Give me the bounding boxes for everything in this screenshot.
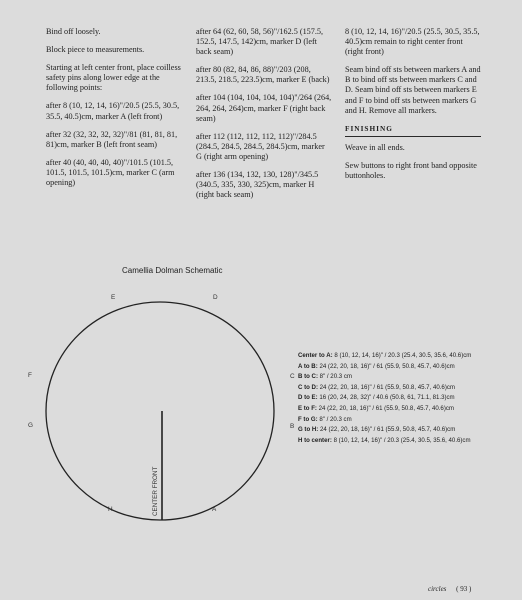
legend-key: H to center:: [298, 436, 332, 444]
legend-value: 24 (22, 20, 18, 16)" / 61 (55.9, 50.8, 45.7, 40.6)cm: [320, 426, 456, 434]
legend-key: C to D:: [298, 383, 318, 391]
legend-value: 8 (10, 12, 14, 16)" / 20.3 (25.4, 30.5, 35.6, 40.6)cm: [334, 352, 472, 359]
paragraph: after 136 (134, 132, 130, 128)"/345.5 (340.5, 335, 330, 325)cm, marker H (right back seam): [196, 170, 319, 200]
marker-a: A: [212, 506, 217, 513]
legend-value: 8 (10, 12, 14, 16)" / 20.3 (25.4, 30.5, 35.6, 40.6)cm: [333, 436, 471, 444]
legend-row: [298, 372, 471, 383]
marker-b: B: [290, 423, 295, 430]
paragraph: Bind off loosely.: [46, 27, 101, 36]
legend-key: G to H:: [298, 426, 319, 434]
center-front-label: CENTER FRONT: [152, 466, 159, 516]
legend-key: F to G:: [298, 415, 318, 423]
legend-row: [298, 415, 471, 426]
legend-value: 24 (22, 20, 18, 16)" / 61 (55.9, 50.8, 45.7, 40.6)cm: [318, 404, 454, 412]
marker-c: C: [290, 373, 295, 380]
paragraph: Seam bind off sts between markers A and B to bind off sts between markers C and D. Seam bind off sts between markers E and F to bind off sts between markers G and H. Remove all markers.: [345, 65, 481, 115]
legend-value: 16 (20, 24, 28, 32)" / 40.6 (50.8, 61, 71.1, 81.3)cm: [319, 394, 455, 402]
brand-logo: circles: [428, 585, 447, 593]
paragraph: after 64 (62, 60, 58, 56)"/162.5 (157.5, 152.5, 147.5, 142)cm, marker D (left back seam): [196, 27, 324, 57]
legend-value: 8" / 20.3 cm: [319, 415, 352, 423]
legend-row: [298, 436, 471, 447]
finishing-heading: FINISHING: [345, 124, 481, 137]
schematic-circle: [46, 302, 274, 520]
legend-row: [298, 362, 471, 373]
legend-row: [298, 393, 471, 404]
legend-value: 24 (22, 20, 18, 16)" / 61 (55.9, 50.8, 45.7, 40.6)cm: [319, 383, 455, 391]
marker-g: G: [28, 422, 33, 429]
legend-value: 8" / 20.3 cm: [319, 373, 352, 381]
paragraph: after 32 (32, 32, 32, 32)"/81 (81, 81, 81, 81)cm, marker B (left front seam): [46, 129, 178, 149]
page-footer: [428, 585, 471, 593]
paragraph: Weave in all ends.: [345, 142, 405, 152]
legend-key: E to F:: [298, 404, 317, 412]
legend-key: D to E:: [298, 394, 318, 402]
measurements-legend: [298, 351, 471, 446]
legend-row: [298, 425, 471, 436]
paragraph: Block piece to measurements.: [46, 45, 145, 55]
legend-key: B to C:: [298, 373, 318, 381]
marker-d: D: [213, 294, 218, 301]
marker-e: E: [111, 294, 116, 301]
paragraph: Sew buttons to right front band opposite buttonholes.: [345, 160, 477, 181]
paragraph: after 104 (104, 104, 104, 104)"/264 (264, 264, 264, 264)cm, marker F (right back seam): [196, 93, 332, 123]
legend-row: [298, 404, 471, 415]
legend-key: Center to A:: [298, 352, 333, 359]
paragraph: after 112 (112, 112, 112, 112)"/284.5 (284.5, 284.5, 284.5, 284.5)cm, marker G (right arm opening): [196, 131, 325, 161]
legend-key: A to B:: [298, 362, 318, 370]
legend-row: [298, 383, 471, 394]
paragraph: after 40 (40, 40, 40, 40)"/101.5 (101.5, 101.5, 101.5, 101.5)cm, marker C (arm opening): [46, 157, 175, 188]
paragraph: Starting at left center front, place coilless safety pins along lower edge at the following points:: [46, 63, 181, 93]
paragraph: after 8 (10, 12, 14, 16)"/20.5 (25.5, 30.5, 35.5, 40.5)cm, marker A (left front): [46, 101, 180, 121]
marker-f: F: [28, 372, 32, 379]
paragraph: 8 (10, 12, 14, 16)"/20.5 (25.5, 30.5, 35.5, 40.5)cm remain to right center front (right front): [345, 27, 480, 57]
legend-value: 24 (22, 20, 18, 16)" / 61 (55.9, 50.8, 45.7, 40.6)cm: [319, 362, 455, 370]
legend-row: [298, 351, 471, 362]
marker-h: H: [108, 506, 113, 513]
page-number: ( 93 ): [456, 585, 472, 593]
schematic-title: Camellia Dolman Schematic: [122, 266, 223, 275]
paragraph: after 80 (82, 84, 86, 88)"/203 (208, 213.5, 218.5, 223.5)cm, marker E (back): [196, 65, 330, 85]
